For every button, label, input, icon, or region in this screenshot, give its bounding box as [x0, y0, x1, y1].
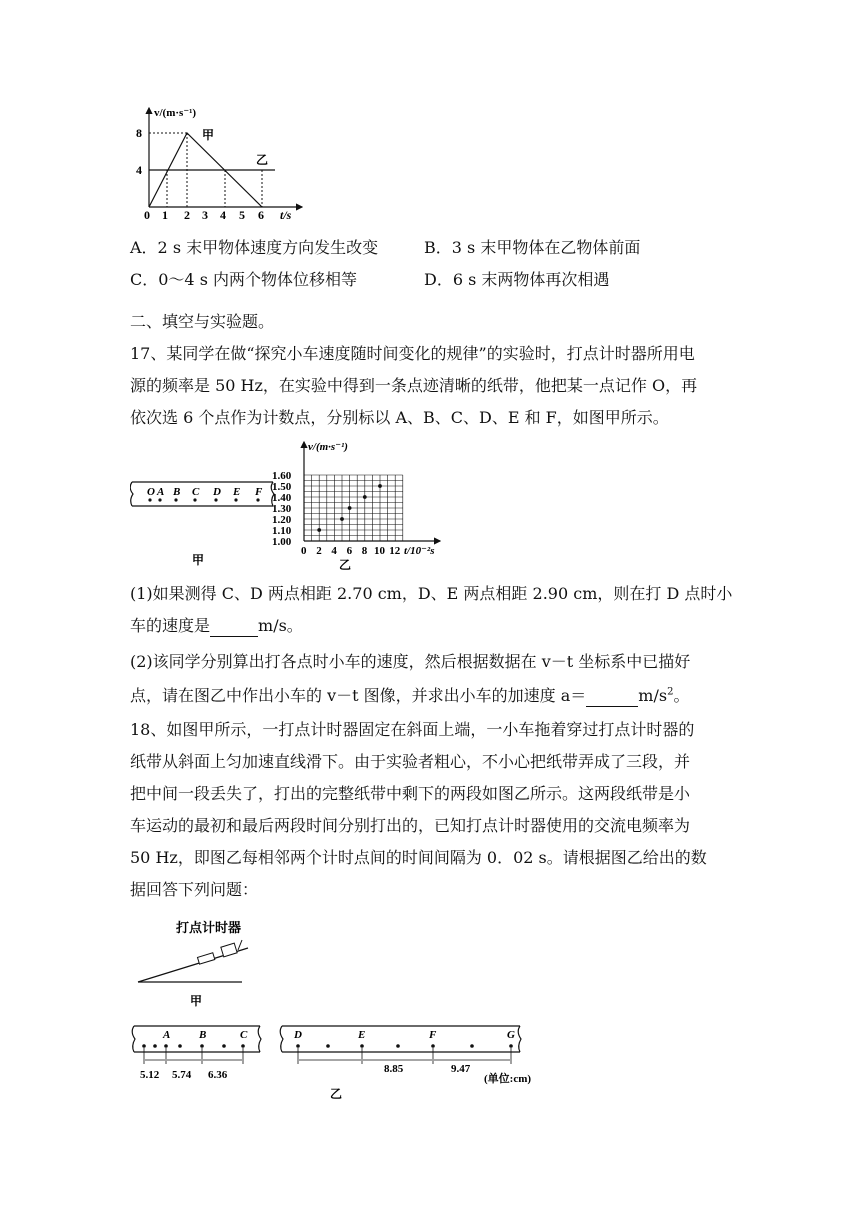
y-tick-label: 1.30 [272, 503, 292, 515]
section-title: 二、填空与实验题。 [130, 312, 275, 331]
y-tick-label: 1.50 [272, 481, 292, 493]
q18-line-6: 据回答下列问题： [130, 880, 259, 899]
q17-p2-end: 。 [673, 686, 690, 705]
x-tick-label: 0 [301, 545, 307, 557]
y-axis-label: v/(m·s⁻¹) [308, 441, 348, 453]
q18-incline-figure [130, 912, 270, 1012]
tape1-dot [153, 1044, 157, 1048]
tape2-dot [360, 1044, 364, 1048]
q17-p1-text: 车的速度是 [130, 616, 211, 635]
y-tick-label: 1.20 [272, 514, 292, 526]
x-axis-label: t/10⁻²s [404, 545, 435, 557]
x-tick-label: 10 [374, 545, 385, 557]
data-point-5 [378, 484, 382, 488]
q17-p2-unit-sup: 2 [667, 686, 674, 698]
q18-line-2: 纸带从斜面上匀加速直线滑下。由于实验者粗心，不小心把纸带弄成了三段，并 [130, 752, 691, 771]
tape2-dot [431, 1044, 435, 1048]
x-tick-0: 0 [144, 208, 150, 222]
tape1-value-1: 5.12 [140, 1069, 160, 1081]
data-point-1 [317, 528, 321, 532]
q17-vt-chart [268, 438, 450, 573]
q17-p2-line-2 [130, 686, 689, 707]
x-tick-label: 12 [389, 545, 401, 557]
tape-dot-c [193, 498, 196, 501]
option-b: B．3 s 末甲物体在乙物体前面 [424, 238, 641, 257]
tape1-dot [142, 1044, 146, 1048]
q17-line-2: 源的频率是 50 Hz，在实验中得到一条点迹清晰的纸带，他把某一点记作 O，再 [130, 376, 698, 395]
tape-label-d: D [213, 486, 221, 498]
label-jia: 甲 [202, 128, 215, 142]
tape-dot-d [214, 498, 217, 501]
tape-label-b: B [173, 486, 181, 498]
q18-line-3: 把中间一段丢失了，打出的完整纸带中剩下的两段如图乙所示。这两段纸带是小 [130, 784, 691, 803]
data-point-3 [348, 506, 352, 510]
q17-p2-line-1: (2)该同学分别算出打各点时小车的速度，然后根据数据在 v－t 坐标系中已描好 [130, 652, 691, 671]
tape2-dot [326, 1044, 330, 1048]
x-axis-label: t/s [280, 208, 292, 222]
q18-unit-label: (单位:cm) [484, 1073, 532, 1085]
q17-p2-unit: m/s [638, 686, 668, 705]
x-tick-4: 4 [220, 208, 226, 222]
tape2-dot [296, 1044, 300, 1048]
tape2-label-f: F [429, 1029, 437, 1041]
x-tick-5: 5 [239, 208, 245, 222]
x-tick-label: 6 [346, 545, 353, 557]
q17-line-3: 依次选 6 个点作为计数点，分别标以 A、B、C、D、E 和 F，如图甲所示。 [130, 408, 669, 427]
q17-fig-jia-label: 甲 [192, 553, 205, 567]
tape-label-c: C [192, 486, 200, 498]
q17-p1-line-1: (1)如果测得 C、D 两点相距 2.70 cm，D、E 两点相距 2.90 cm，则在打 D 点时小 [130, 584, 733, 603]
q17-p1-line-2 [130, 616, 303, 637]
q17-p1-unit: m/s。 [258, 616, 303, 635]
q17-line-1: 17、某同学在做“探究小车速度随时间变化的规律”的实验时，打点计时器所用电 [130, 344, 695, 363]
tape-label-o: O [147, 486, 155, 498]
tape1-value-2: 5.74 [172, 1069, 192, 1081]
q17-p2-text: 点，请在图乙中作出小车的 v－t 图像，并求出小车的加速度 a＝ [130, 686, 587, 705]
tape2-label-e: E [358, 1029, 366, 1041]
tape1-value-3: 6.36 [208, 1069, 228, 1081]
q17-tape-figure [130, 476, 275, 571]
timer-icon [221, 943, 237, 957]
tape-label-e: E [233, 486, 241, 498]
option-c: C．0～4 s 内两个物体位移相等 [130, 270, 357, 289]
x-tick-3: 3 [202, 208, 208, 222]
option-d: D．6 s 末两物体再次相遇 [424, 270, 610, 289]
q18-line-5: 50 Hz，即图乙每相邻两个计时点间的时间间隔为 0．02 s。请根据图乙给出的数 [130, 848, 707, 867]
q17-fig-yi-label: 乙 [338, 558, 351, 572]
option-a: A．2 s 末甲物体速度方向发生改变 [130, 238, 379, 257]
x-tick-label: 2 [316, 545, 322, 557]
tape2-dot [509, 1044, 513, 1048]
q18-line-4: 车运动的最初和最后两段时间分别打出的，已知打点计时器使用的交流电频率为 [130, 816, 691, 835]
tape2-dot [396, 1044, 400, 1048]
tape2-label-g: G [507, 1029, 515, 1041]
tape-label-a: A [157, 486, 165, 498]
q18-tape-figure [128, 1020, 568, 1102]
tape-dot-f [256, 498, 259, 501]
vt-graph-figure [130, 102, 330, 224]
q17-answer-blank-2[interactable] [586, 686, 638, 707]
tape-label-f: F [255, 486, 263, 498]
y-tick-4: 4 [136, 163, 142, 177]
y-tick-label: 1.60 [272, 470, 292, 482]
data-point-4 [363, 495, 367, 499]
tape-dot-a [158, 498, 161, 501]
tape1-label-c: C [240, 1029, 248, 1041]
y-tick-8: 8 [136, 126, 142, 140]
x-tick-2: 2 [184, 208, 190, 222]
tape2-label-d: D [294, 1029, 302, 1041]
tape-dot-o [148, 498, 151, 501]
tape1-dot [200, 1044, 204, 1048]
y-tick-label: 1.10 [272, 525, 292, 537]
y-tick-label: 1.40 [272, 492, 292, 504]
timer-label: 打点计时器 [176, 920, 242, 935]
q17-answer-blank-1[interactable] [210, 616, 258, 637]
tape-dot-e [234, 498, 237, 501]
tape-dot-b [174, 498, 177, 501]
x-tick-label: 8 [361, 545, 368, 557]
tape1-label-a: A [163, 1029, 171, 1041]
tape2-value-2: 9.47 [451, 1063, 471, 1075]
cart-icon [197, 953, 214, 964]
x-tick-1: 1 [162, 208, 168, 222]
label-yi: 乙 [256, 153, 269, 167]
q18-fig-yi-label: 乙 [330, 1087, 343, 1101]
tape2-dot [470, 1044, 474, 1048]
q18-fig-jia-label: 甲 [190, 994, 203, 1008]
y-axis-label: v/(m·s⁻¹) [154, 107, 197, 119]
tape1-dot [178, 1044, 182, 1048]
tape1-dot [222, 1044, 226, 1048]
y-tick-label: 1.00 [272, 536, 292, 548]
tape1-label-b: B [199, 1029, 207, 1041]
q18-line-1: 18、如图甲所示，一打点计时器固定在斜面上端，一小车拖着穿过打点计时器的 [130, 720, 695, 739]
x-tick-6: 6 [258, 208, 264, 222]
x-tick-label: 4 [331, 545, 337, 557]
tape2-value-1: 8.85 [384, 1063, 404, 1075]
data-point-2 [340, 517, 344, 521]
tape1-dot [164, 1044, 168, 1048]
tape1-dot [241, 1044, 245, 1048]
